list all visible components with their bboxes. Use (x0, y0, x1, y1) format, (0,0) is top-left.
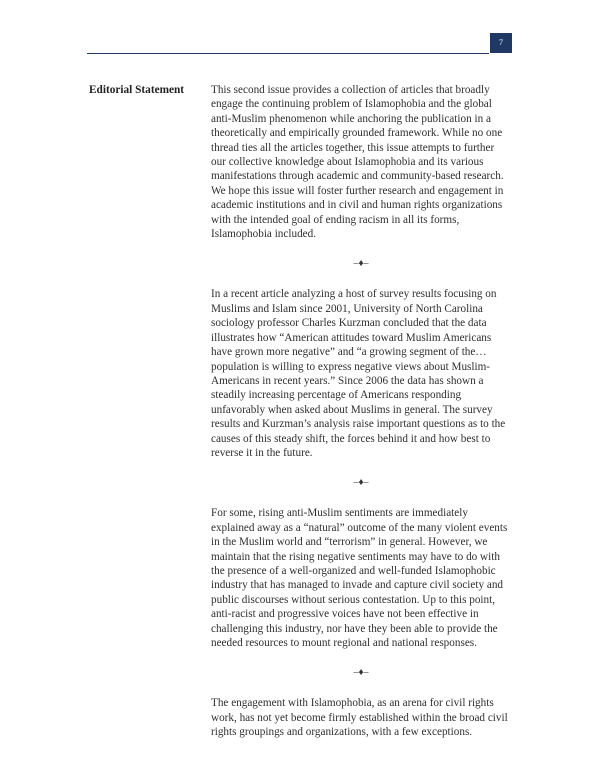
page-number: 7 (490, 33, 512, 53)
section-label: Editorial Statement (89, 84, 185, 96)
article-body (211, 83, 511, 740)
section-separator: –♦– (353, 258, 369, 270)
section-separator: –♦– (353, 667, 369, 679)
paragraph: In a recent article analyzing a host of survey results focusing on Muslims and Islam since 2001, University of North Carolina sociology professor Charles Kurzman concluded that the data illustrates how “American attitudes toward Muslim Americans have grown more negative” and “a growing segment of the… population is willing to express negative views about Muslim-Americans in recent years.” Since 2006 the data has shown a steadily increasing percentage of Americans responding unfavorably when asked about Muslims in general. The survey results and Kurzman’s analysis raise important questions as to the causes of this steady shift, the forces behind it and how best to reverse it in the future. (211, 288, 506, 459)
paragraph: The engagement with Islamophobia, as an arena for civil rights work, has not yet become firmly established within the broad civil rights groupings and organizations, with a few exceptions. (211, 697, 508, 739)
header-rule (87, 53, 489, 54)
paragraph: For some, rising anti-Muslim sentiments are immediately explained away as a “natural” outcome of the many violent events in the Muslim world and “terrorism” in general. However, we maintain that the rising negative sentiments may have to do with the presence of a well-organized and well-funded Islamophobic industry that has managed to invade and capture civil society and public discourses without serious contestation. Up to this point, anti-racist and progressive voices have not been effective in challenging this industry, nor have they been able to provide the needed resources to mount regional and national responses. (211, 507, 508, 649)
paragraph: This second issue provides a collection of articles that broadly engage the continuing problem of Islamophobia and the global anti-Muslim phenomenon while anchoring the publication in a theoretically and empirically grounded framework. While no one thread ties all the articles together, this issue attempts to further our collective knowledge about Islamophobia and its various manifestations through academic and community-based research. We hope this issue will foster further research and engagement in academic institutions and in civil and human rights organizations with the intended goal of ending racism in all its forms, Islamophobia included. (211, 84, 504, 241)
section-separator: –♦– (353, 477, 369, 489)
